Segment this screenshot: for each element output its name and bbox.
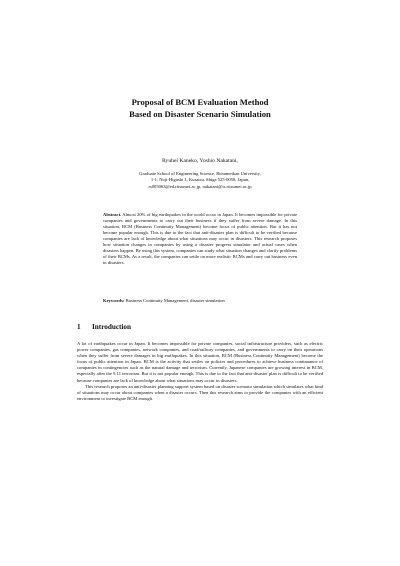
paper-authors: Ryuhei Kaneko, Yoshio Nakatani, xyxy=(162,158,238,164)
affiliation-emails: rs005063@ed.ritsumei.ac.jp, nakatani@is.ritsumei.ac.jp xyxy=(148,183,252,189)
keywords-label: Keywords: xyxy=(103,298,125,303)
paper-title-line-2: Based on Disaster Scenario Simulation xyxy=(129,109,271,119)
intro-paragraph-1: A lot of earthquakes occur in Japan. It becomes impossible for private companies, social infrastructure providers, such as electric power companies, gas companies, network companies, and road/railway companies, and governments to carry on their operations when they suffer from severe damages in big earthquakes. In this situation, BCM (Business Continuity Management) become the focus of public attention in Japan. BCM is the activity that settles on policies and procedures to achieve business continuance of companies in contingencies such as the natural damage and terrorism. Currently, Japanese companies are growing interest in BCM, especially after the 9.11 terrorism. But it is not popular enough. This is due to the fact that anti-disaster plan is difficult to be verified because companies are lack of knowledge about what situations may occur in disasters. xyxy=(77,341,323,383)
section-title: Introduction xyxy=(92,323,132,331)
section-heading xyxy=(77,323,131,331)
affiliation-line-2: 1-1, Noji-Higashi 1, Kusatsu, Shiga 525-0058, Japan, xyxy=(150,177,250,183)
abstract-text: Almost 20% of big earthquakes in the world occur in Japan. It becomes impossible for private companies and governments to carry out their business if they suffer from severe damage. In this situation, BCM (Business Continuity Management) become focus of public attention. But it has not become popular enough. This is due to the fact that anti-disaster plan is difficult to be verified because companies are lack of knowledge about what situations may occur in disasters. This research proposes how situation changes in companies by using a disaster progress simulator and actual cases when disasters happen. By using this system, companies can study what situation changes and clarify problems of their BCMs. As a result, the companies can settle on more realistic BCMs and carry out business even in disasters. xyxy=(103,212,297,266)
paper-title-line-1: Proposal of BCM Evaluation Method xyxy=(131,97,269,107)
abstract-label: Abstract. xyxy=(103,212,122,217)
keywords-text: Business Continuity Management, disaster simulation xyxy=(125,298,225,303)
section-number: 1 xyxy=(77,323,81,331)
introduction-body xyxy=(77,341,323,402)
affiliation-block xyxy=(0,171,400,190)
intro-paragraph-2: This research proposes an anti-disaster planning support system based on disaster scenario simulation which simulates what kind of situations may occur about companies when a disaster occurs. Then this research aims to provide the companies with an efficient environment to investigate BCM enough. xyxy=(77,383,323,401)
keywords-block xyxy=(103,298,297,304)
abstract-block xyxy=(103,212,297,266)
affiliation-line-1: Graduate School of Engineering Science, Ritsumeikan University, xyxy=(139,171,261,176)
